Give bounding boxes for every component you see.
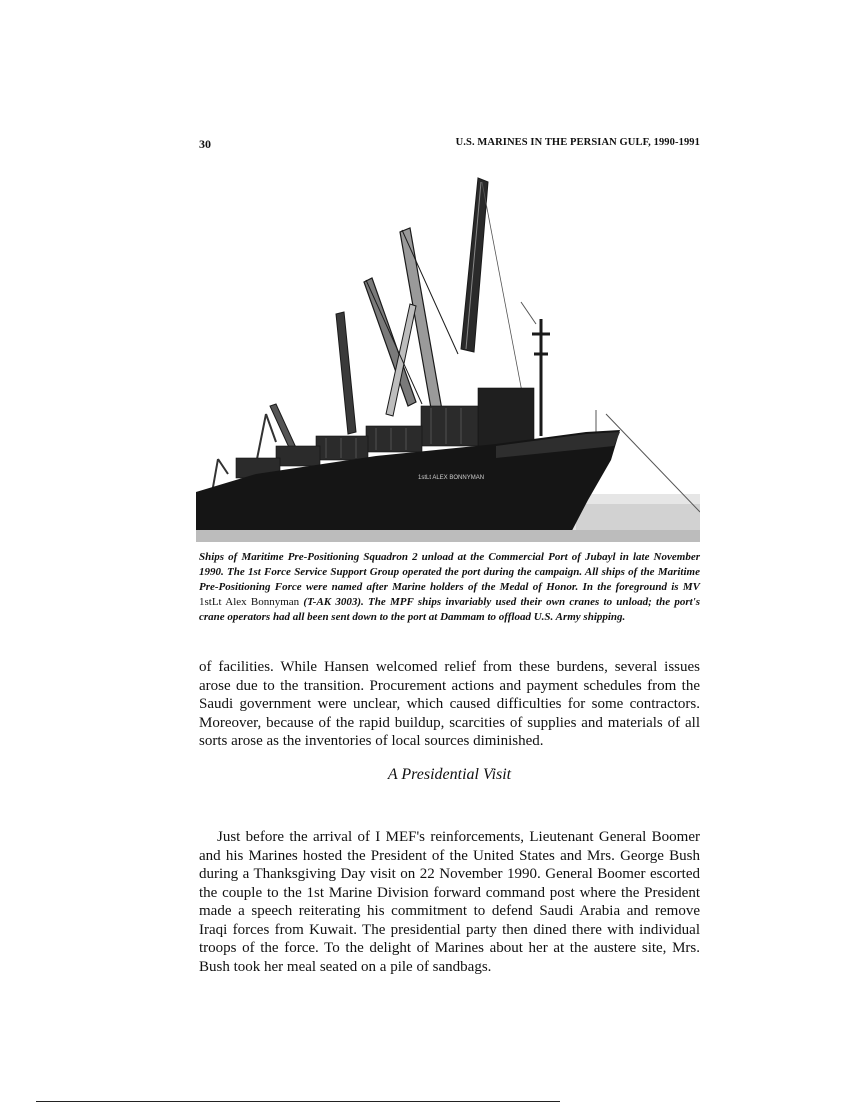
section-heading: A Presidential Visit xyxy=(387,766,512,783)
ship-hull-name: 1stLt ALEX BONNYMAN xyxy=(418,475,485,481)
body-paragraph-2: Just before the arrival of I MEF's reinforcements, Lieutenant General Boomer and his Marines hosted the President of the United States and Mrs. George Bush during a Thanksgiving Day visit on 22 November 1990. General Boomer escorted the couple to the 1st Marine Division forward command post where the President made a speech reiterating his commitment to defend Saudi Arabia and remove Iraqi forces from Kuwait. The presidential party then dined there with individual troops of the force. To the delight of Marines about her at the austere site, Mrs. Bush took her meal seated on a pile of sandbags. xyxy=(199,829,700,975)
caption-text-part1: Ships of Maritime Pre-Positioning Squadron 2 unload at the Commercial Port of Jubayl in late November 1990. The 1st Force Service Support Group operated the port during the campaign. All ships of the Maritime Pre-Positioning Force were named after Marine holders of the Medal of Honor. In the foreground is MV xyxy=(199,551,700,593)
ship-photograph xyxy=(196,174,700,542)
footer-rule xyxy=(36,1101,560,1102)
figure-caption xyxy=(199,550,700,625)
running-header-title: U.S. MARINES IN THE PERSIAN GULF, 1990-1991 xyxy=(455,137,700,148)
body-paragraph-1: of facilities. While Hansen welcomed relief from these burdens, several issues arose due to the transition. Procurement actions and payment schedules from the Saudi government were unclear, which caused difficulties for some contractors. Moreover, because of the rapid buildup, scarcities of supplies and materials of all sorts arose as the inventories of local sources diminished. xyxy=(199,659,700,749)
page-number: 30 xyxy=(199,137,211,151)
caption-ship-name: 1stLt Alex Bonnyman xyxy=(199,596,300,608)
caption-text-part2: (T-AK 3003). The MPF ships invariably used their own cranes to unload; the port's crane operators had all been sent down to the port at Dammam to offload U.S. Army shipping. xyxy=(199,596,700,623)
